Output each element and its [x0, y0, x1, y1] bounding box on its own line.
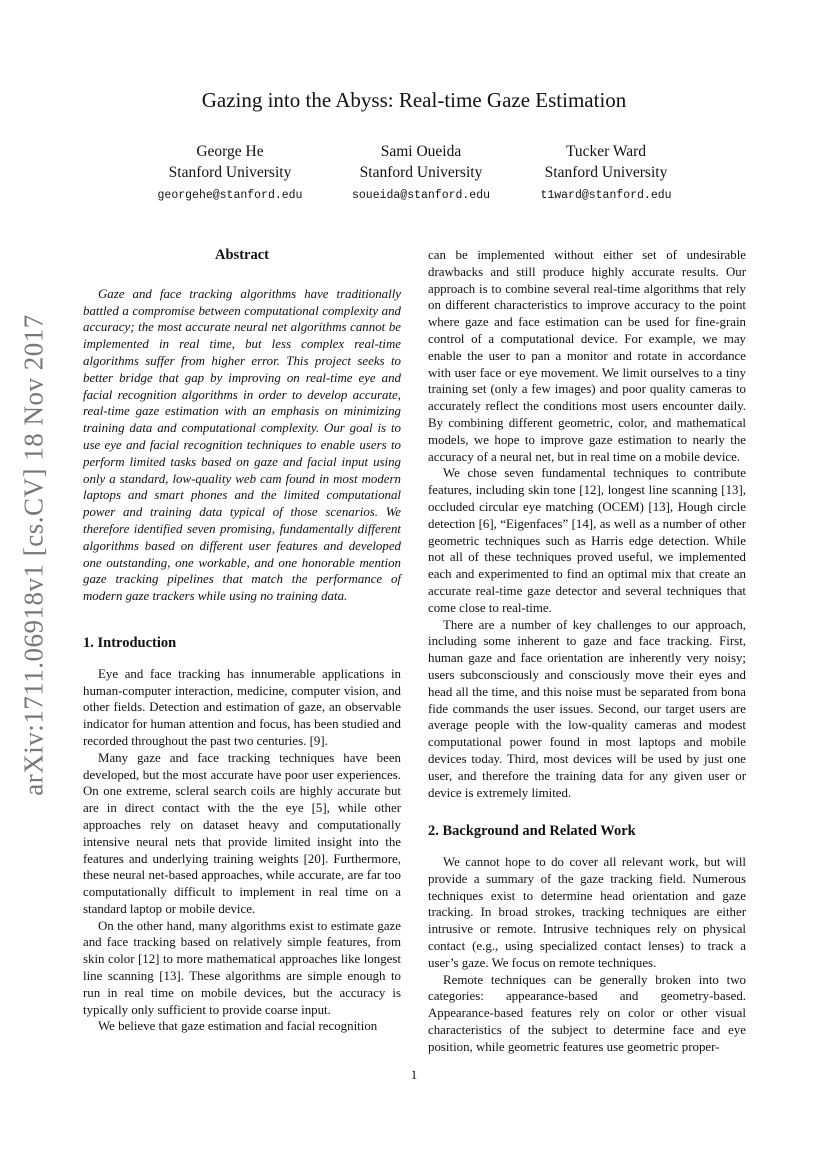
intro-paragraph: Eye and face tracking has innumerable applications in human-computer interaction, medicine, computer vision, and other fields. Detection and estimation of gaze, an observable indicator for human attention and focus, has been studied and recorded throughout the past two centuries. [9]. [83, 666, 401, 748]
author-name: Sami Oueida [380, 143, 462, 160]
paper-title: Gazing into the Abyss: Real-time Gaze Estimation [201, 88, 627, 112]
section-heading-introduction: 1. Introduction [83, 634, 177, 651]
intro-paragraph: Many gaze and face tracking techniques have been developed, but the most accurate have poor user experiences. On one extreme, scleral search coils are highly accurate but are in direct contact with the the eye [5], while other approaches rely on dataset heavy and computationally intensive neural nets that provide limited insight into the features and underlying training weights [20]. Furthermore, these neural net-based approaches, while accurate, are far too computationally difficult to implement in real time on a standard laptop or mobile device. [83, 750, 401, 916]
background-paragraph: Remote techniques can be generally broken into two categories: appearance-based and geometry-based. Appearance-based features rely on color or other visual characteristics of the subject to determine face and eye position, while geometric features use geometric proper- [428, 972, 746, 1054]
author-affiliation: Stanford University [544, 164, 668, 181]
author-affiliation: Stanford University [168, 164, 292, 181]
author-block-1 [130, 141, 330, 206]
background-paragraph: We cannot hope to do cover all relevant work, but will provide a summary of the gaze tracking field. Numerous techniques exist to determine head orientation and gaze tracking. In broad strokes, tracking techniques are either intrusive or remote. Intrusive techniques rely on physical contact (e.g., using specialized contact lenses) to track a user’s gaze. We focus on remote techniques. [428, 855, 746, 970]
intro-paragraph: We believe that gaze estimation and facial recognition [98, 1019, 378, 1034]
intro-paragraph: We chose seven fundamental techniques to contribute features, including skin tone [12], longest line scanning [13], occluded circular eye matching (OCEM) [13], Hough circle detection [6], “Eigenfaces” [14], as well as a number of other geometric techniques such as Harris edge detection. While not all of these techniques proved useful, we implemented each and experimented to find an optimal mix that create an accurate real-time gaze detector and several techniques that come close to real-time. [428, 466, 746, 615]
author-block-3 [506, 141, 706, 206]
author-email: t1ward@stanford.edu [540, 189, 672, 202]
abstract-text: Gaze and face tracking algorithms have traditionally battled a compromise between computational complexity and accuracy; the most accurate neural net algorithms cannot be implemented in real time, but less complex real-time algorithms suffer from higher error. This project seeks to better bridge that gap by improving on real-time eye and facial recognition algorithms in order to develop accurate, real-time gaze estimation with an emphasis on minimizing training data and computational complexity. Our goal is to use eye and facial recognition techniques to enable users to perform limited tasks based on gaze and facial input using only a standard, low-quality web cam found in most modern laptops and smart phones and the limited computational power and training data typical of those scenarios. We therefore identified seven promising, fundamentally different algorithms based on different user features and developed one outstanding, one workable, and one honorable mention gaze tracking pipelines that match the performance of modern gaze trackers while using no training data. [83, 286, 401, 604]
intro-paragraph: On the other hand, many algorithms exist to estimate gaze and face tracking based on relatively simple features, from skin color [12] to more mathematical approaches like longest line scanning [13]. These algorithms are simple enough to run in real time on mobile devices, but the accuracy is typically only sufficient to provide coarse input. [83, 918, 401, 1017]
section-heading-background: 2. Background and Related Work [428, 823, 636, 840]
author-email: soueida@stanford.edu [351, 189, 491, 202]
page-number: 1 [410, 1067, 418, 1082]
abstract-heading: Abstract [215, 247, 269, 263]
author-name: George He [196, 143, 264, 160]
arxiv-identifier: arXiv:1711.06918v1 [cs.CV] 18 Nov 2017 [18, 314, 49, 796]
abstract-section [83, 247, 401, 605]
author-block-2 [321, 141, 521, 206]
author-affiliation: Stanford University [359, 164, 483, 181]
left-column [83, 247, 401, 1035]
intro-continuation: can be implemented without either set of undesirable drawbacks and still produce highly accurate results. Our approach is to combine several real-time algorithms that rely on different characteristics to improve accuracy to the point where gaze and face estimation can be used for fine-grain control of a computational device. For example, we may enable the user to pan a monitor and rotate in accordance with user face or eye movement. We limit ourselves to a tiny training set (only a few images) and poor quality cameras to accurately reflect the conditions most users encounter daily. By combining different geometric, color, and mathematical models, we hope to improve gaze estimation to nearly the accuracy of a neural net, but in real time on a mobile device. [428, 248, 746, 464]
author-email: georgehe@stanford.edu [157, 189, 303, 202]
author-name: Tucker Ward [565, 143, 647, 160]
right-column [428, 247, 746, 1056]
arxiv-stamp [10, 300, 60, 810]
intro-paragraph: There are a number of key challenges to our approach, including some inherent to gaze and face tracking. First, human gaze and face orientation are inherently very noisy; users subconsciously and consciously move their eyes and head all the time, and this noise must be separated from bona fide commands the user issues. Second, our target users are average people with the low-quality cameras and modest computational power found in most laptops and mobile devices today. Third, most devices will be used by just one user, and therefore the training data for any given user or device is extremely limited. [428, 617, 746, 800]
